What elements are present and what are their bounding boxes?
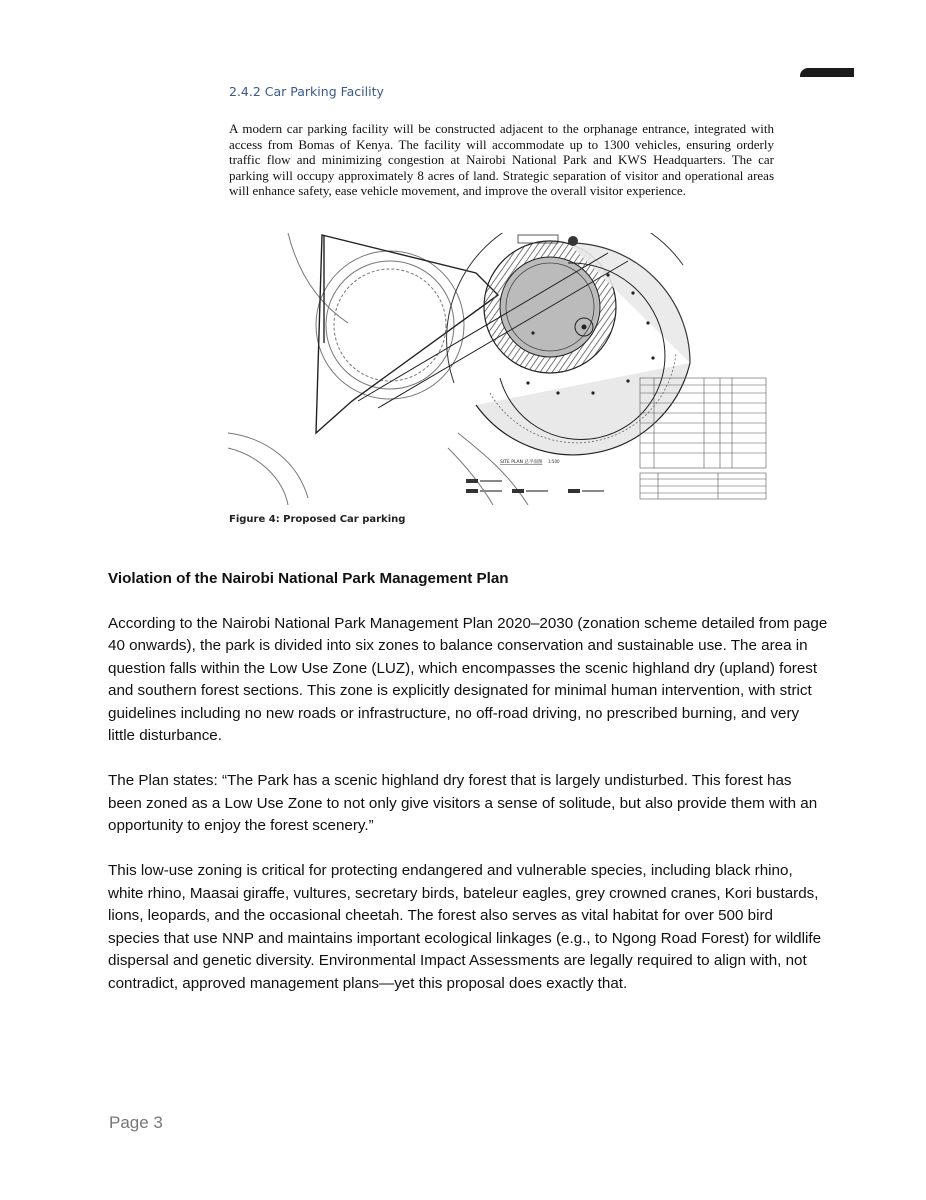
article-heading: Violation of the Nairobi National Park Management Plan	[108, 570, 509, 587]
paragraph-plan-quote: The Plan states: “The Park has a scenic highland dry forest that is largely undisturbed. This forest has been zoned as a Low Use Zone to not only give visitors a sense of solitude, but also provide them with an opportunity to enjoy the forest scenery.”	[108, 772, 818, 834]
section-paragraph: A modern car parking facility will be constructed adjacent to the orphanage entrance, integrated with access from Bomas of Kenya. The facility will accommodate up to 1300 vehicles, ensuring orderly traffic flow and minimizing congestion at Nairobi National Park and KWS Headquarters. The car parking will occupy approximately 8 acres of land. Strategic separation of visitor and operational areas will enhance safety, ease vehicle movement, and improve the overall visitor experience.	[229, 121, 774, 199]
site-plan-drawing	[228, 233, 774, 505]
page-number: Page 3	[109, 1113, 163, 1132]
article-body	[108, 568, 828, 1018]
figure-caption: Figure 4: Proposed Car parking	[229, 514, 406, 525]
paragraph-species: This low-use zoning is critical for protecting endangered and vulnerable species, including black rhino, white rhino, Maasai giraffe, vultures, secretary birds, bateleur eagles, grey crowned cranes, Kori bustards, lions, leopards, and the occasional cheetah. The forest also serves as vital habitat for over 500 bird species that use NNP and maintains important ecological linkages (e.g., to Ngong Road Forest) for wildlife dispersal and genetic diversity. Environmental Impact Assessments are legally required to align with, not contradict, approved management plans—yet this proposal does exactly that.	[108, 862, 822, 992]
plan-scale: 1:500	[548, 459, 560, 464]
corner-tab-mark	[800, 68, 854, 77]
paragraph-zonation: According to the Nairobi National Park Management Plan 2020–2030 (zonation scheme detailed from page 40 onwards), the park is divided into six zones to balance conservation and sustainable use. The area in question falls within the Low Use Zone (LUZ), which encompasses the scenic highland dry (upland) forest and southern forest sections. This zone is explicitly designated for minimal human intervention, with strict guidelines including no new roads or infrastructure, no off-road driving, no prescribed burning, and very little disturbance.	[108, 614, 828, 744]
plan-title: SITE PLAN 总平面图	[500, 460, 543, 465]
section-heading: 2.4.2 Car Parking Facility	[229, 84, 384, 99]
